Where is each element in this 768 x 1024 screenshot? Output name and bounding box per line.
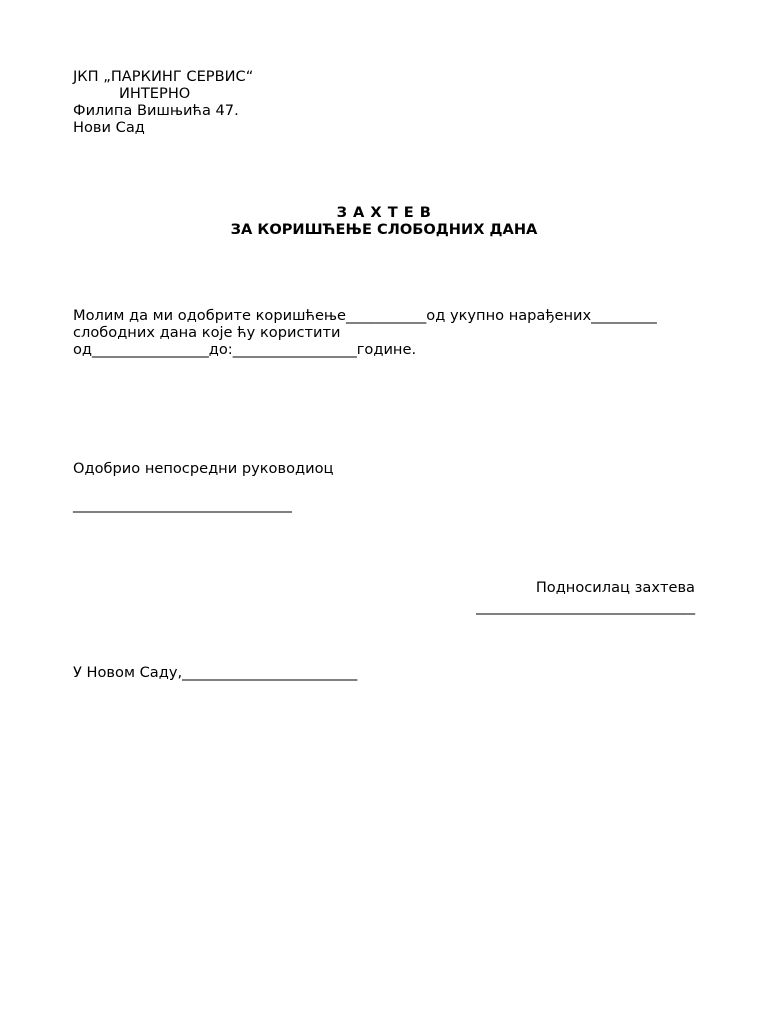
request-text-line-3: од________________до:_________________године. <box>73 341 417 358</box>
org-address: Филипа Вишњића 47. <box>73 102 239 119</box>
document-title: З А Х Т Е В <box>336 204 432 221</box>
applicant-signature-line: ______________________________ <box>476 598 695 615</box>
org-city: Нови Сад <box>73 119 145 136</box>
request-text-line-2: слободних дана које ћу користити <box>73 324 341 341</box>
place-date-line: У Новом Саду,________________________ <box>73 664 358 681</box>
applicant-label: Подносилац захтева <box>535 579 695 596</box>
approval-label: Одобрио непосредни руководиоц <box>73 460 334 477</box>
org-name: ЈКП „ПАРКИНГ СЕРВИС“ <box>73 68 254 85</box>
document-subtitle: ЗА КОРИШЋЕЊЕ СЛОБОДНИХ ДАНА <box>230 221 538 238</box>
approval-signature-line: ______________________________ <box>73 496 292 513</box>
request-text-line-1: Молим да ми одобрите коришћење___________од укупно нарађених_________ <box>73 307 657 324</box>
internal-label: ИНТЕРНО <box>119 85 191 102</box>
